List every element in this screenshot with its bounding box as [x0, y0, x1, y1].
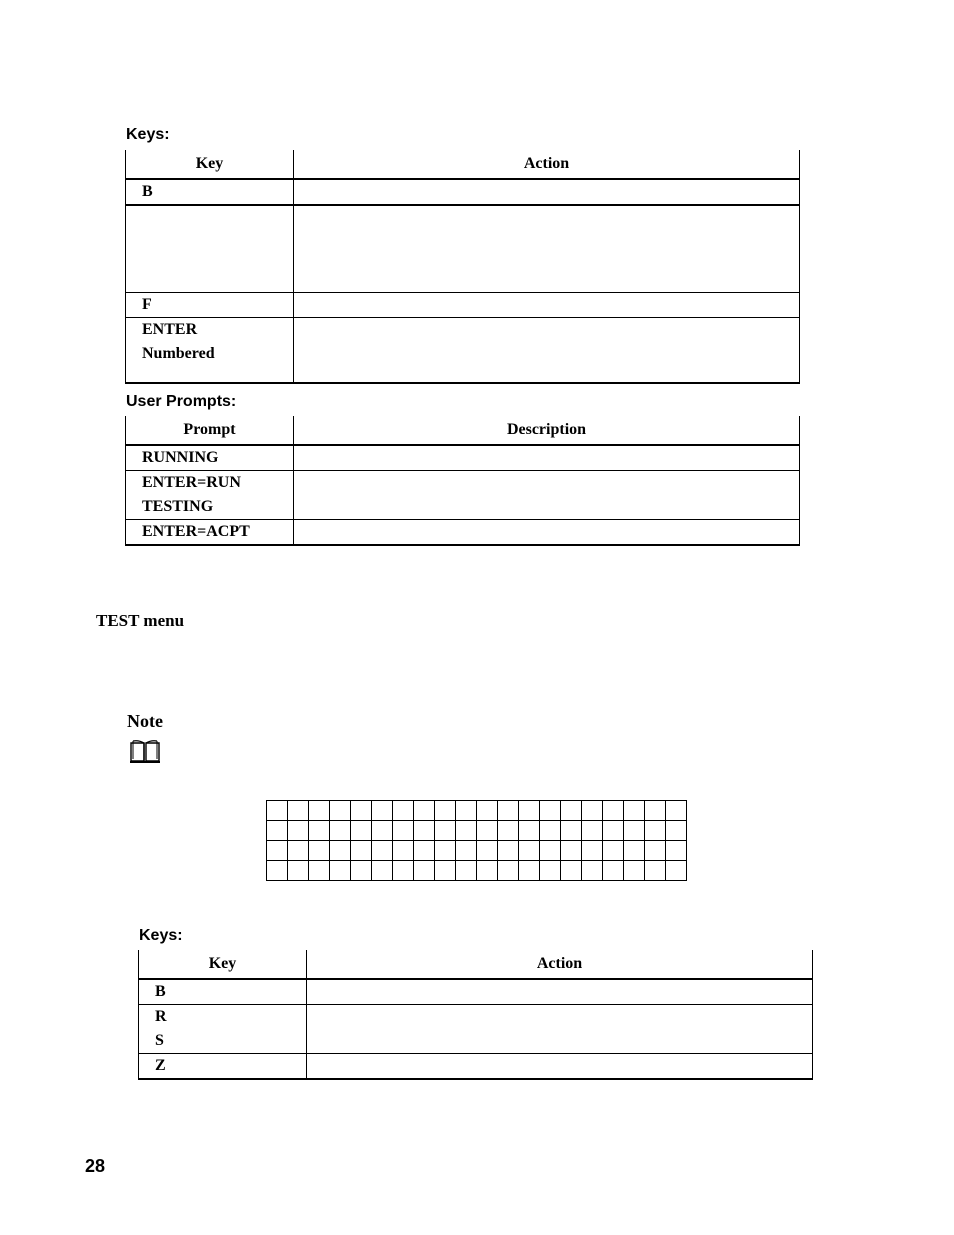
key-cell: S — [155, 1032, 164, 1049]
lcd-cell — [624, 841, 645, 861]
lcd-cell — [288, 841, 309, 861]
prompts-table-col-prompt: Prompt — [126, 416, 294, 445]
lcd-cell — [393, 821, 414, 841]
user-prompts-table — [125, 416, 800, 546]
lcd-cell — [540, 821, 561, 841]
table-row — [126, 520, 800, 546]
keys-heading-2: Keys: — [139, 927, 183, 944]
lcd-cell — [288, 821, 309, 841]
lcd-row — [267, 841, 687, 861]
action-cell — [307, 1005, 813, 1054]
lcd-cell — [645, 841, 666, 861]
lcd-cell — [372, 841, 393, 861]
lcd-cell — [477, 801, 498, 821]
lcd-cell — [309, 861, 330, 881]
table-row — [139, 1054, 813, 1080]
lcd-cell — [372, 861, 393, 881]
lcd-cell — [330, 821, 351, 841]
action-cell — [294, 205, 800, 292]
page-number: 28 — [85, 1156, 106, 1176]
lcd-cell — [561, 801, 582, 821]
lcd-cell — [624, 861, 645, 881]
key-cell: ENTER — [142, 320, 198, 338]
lcd-cell — [603, 841, 624, 861]
action-cell — [294, 292, 800, 317]
prompts-table-col-description: Description — [294, 416, 800, 445]
lcd-cell — [330, 861, 351, 881]
lcd-cell — [267, 821, 288, 841]
lcd-cell — [330, 801, 351, 821]
action-cell — [294, 179, 800, 205]
lcd-row — [267, 801, 687, 821]
lcd-cell — [540, 841, 561, 861]
lcd-cell — [540, 801, 561, 821]
keys-table-1 — [125, 150, 800, 384]
lcd-cell — [645, 821, 666, 841]
lcd-cell — [414, 821, 435, 841]
lcd-cell — [456, 861, 477, 881]
lcd-cell — [561, 841, 582, 861]
lcd-cell — [393, 801, 414, 821]
lcd-cell — [645, 861, 666, 881]
key-cell: F — [142, 295, 152, 313]
lcd-cell — [519, 821, 540, 841]
lcd-cell — [351, 821, 372, 841]
lcd-cell — [666, 801, 687, 821]
lcd-cell — [351, 801, 372, 821]
keys-table-2 — [138, 950, 813, 1080]
lcd-cell — [288, 801, 309, 821]
lcd-cell — [414, 801, 435, 821]
lcd-cell — [456, 801, 477, 821]
keys-table-2-col-action: Action — [307, 950, 813, 979]
lcd-cell — [582, 861, 603, 881]
lcd-cell — [519, 861, 540, 881]
lcd-cell — [351, 841, 372, 861]
table-row — [126, 179, 800, 205]
lcd-cell — [561, 821, 582, 841]
lcd-display-grid — [266, 800, 687, 881]
lcd-cell — [456, 821, 477, 841]
lcd-cell — [498, 821, 519, 841]
lcd-cell — [435, 841, 456, 861]
lcd-cell — [519, 841, 540, 861]
lcd-cell — [435, 821, 456, 841]
lcd-cell — [309, 841, 330, 861]
lcd-cell — [267, 841, 288, 861]
lcd-cell — [372, 821, 393, 841]
lcd-row — [267, 861, 687, 881]
lcd-cell — [435, 861, 456, 881]
description-cell — [294, 445, 800, 471]
lcd-cell — [267, 861, 288, 881]
lcd-cell — [393, 861, 414, 881]
lcd-cell — [519, 801, 540, 821]
lcd-cell — [645, 801, 666, 821]
lcd-cell — [582, 821, 603, 841]
table-row — [126, 205, 800, 292]
lcd-cell — [624, 801, 645, 821]
action-cell — [294, 317, 800, 383]
key-cell: B — [155, 983, 166, 1000]
lcd-cell — [372, 801, 393, 821]
lcd-cell — [561, 861, 582, 881]
key-cell: Numbered — [142, 344, 215, 362]
table-row — [126, 292, 800, 317]
lcd-cell — [540, 861, 561, 881]
lcd-cell — [414, 861, 435, 881]
lcd-row — [267, 821, 687, 841]
description-cell — [294, 520, 800, 546]
lcd-cell — [309, 801, 330, 821]
description-cell — [294, 471, 800, 520]
lcd-cell — [435, 801, 456, 821]
key-cell: Z — [155, 1057, 166, 1074]
table-row — [126, 445, 800, 471]
prompt-cell: ENTER=RUN — [142, 474, 241, 491]
lcd-cell — [498, 861, 519, 881]
lcd-cell — [288, 861, 309, 881]
keys-heading-1: Keys: — [126, 126, 170, 143]
lcd-cell — [393, 841, 414, 861]
action-cell — [307, 1054, 813, 1080]
table-row — [139, 1005, 813, 1054]
table-row — [139, 979, 813, 1005]
lcd-cell — [666, 861, 687, 881]
prompt-cell: RUNNING — [142, 449, 219, 466]
prompt-cell: TESTING — [142, 498, 214, 515]
user-prompts-heading: User Prompts: — [126, 393, 237, 410]
table-row — [126, 317, 800, 383]
keys-table-1-col-action: Action — [294, 150, 800, 179]
lcd-cell — [624, 821, 645, 841]
lcd-cell — [456, 841, 477, 861]
lcd-cell — [582, 801, 603, 821]
lcd-cell — [498, 801, 519, 821]
keys-table-2-col-key: Key — [139, 950, 307, 979]
lcd-cell — [582, 841, 603, 861]
keys-table-1-col-key: Key — [126, 150, 294, 179]
lcd-cell — [414, 841, 435, 861]
lcd-cell — [603, 821, 624, 841]
lcd-cell — [267, 801, 288, 821]
table-row — [126, 471, 800, 520]
lcd-cell — [498, 841, 519, 861]
lcd-cell — [477, 841, 498, 861]
lcd-cell — [477, 821, 498, 841]
section-title: TEST menu — [96, 611, 185, 630]
key-cell: R — [155, 1008, 167, 1025]
lcd-cell — [351, 861, 372, 881]
lcd-cell — [477, 861, 498, 881]
prompt-cell: ENTER=ACPT — [142, 523, 250, 540]
book-icon — [129, 740, 161, 764]
note-label: Note — [127, 711, 163, 731]
lcd-cell — [309, 821, 330, 841]
lcd-cell — [666, 821, 687, 841]
lcd-cell — [603, 861, 624, 881]
lcd-cell — [666, 841, 687, 861]
lcd-cell — [330, 841, 351, 861]
lcd-cell — [603, 801, 624, 821]
key-cell: B — [142, 183, 153, 200]
action-cell — [307, 979, 813, 1005]
